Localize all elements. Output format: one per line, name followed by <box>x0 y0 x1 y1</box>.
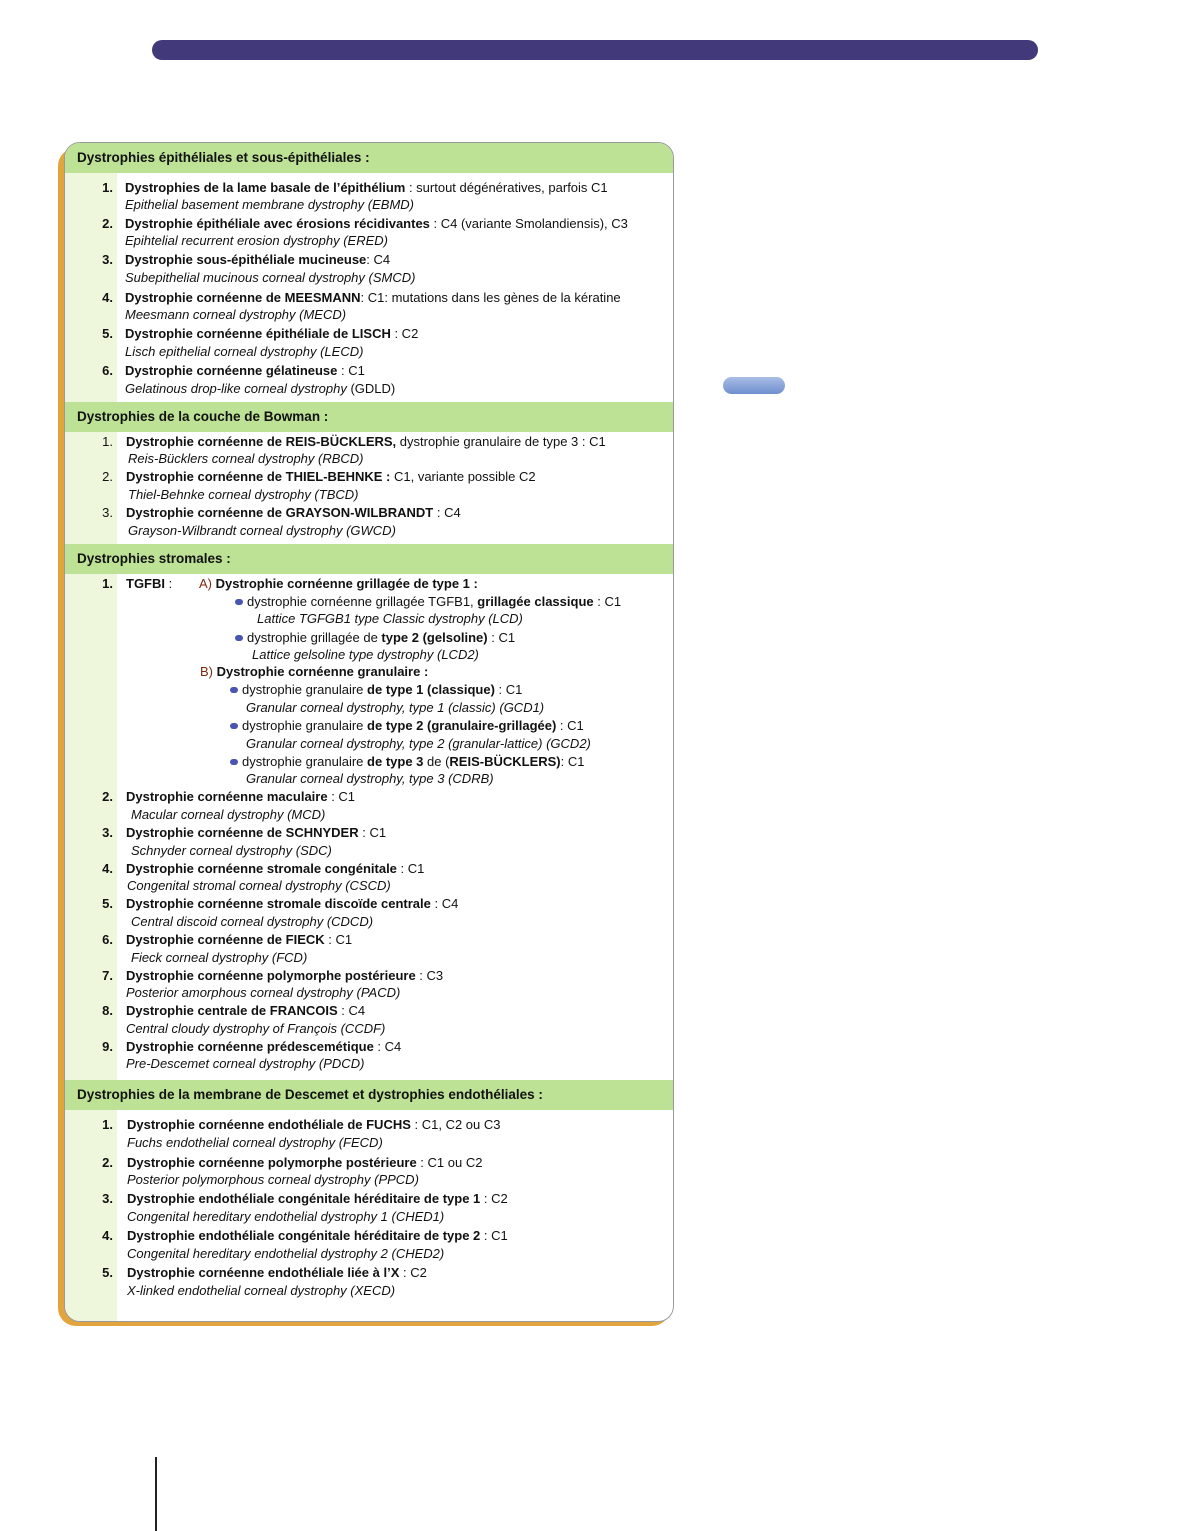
item-title <box>126 504 461 522</box>
item-number: 1. <box>102 576 113 591</box>
item-class: : surtout dégénératives, parfois C1 <box>405 180 608 195</box>
item-class: : C4 <box>430 896 459 911</box>
item-number: 4. <box>102 290 113 305</box>
section-header-stromal: Dystrophies stromales : <box>65 544 673 574</box>
item-title <box>125 215 628 233</box>
item-number: 1. <box>102 180 113 195</box>
item-title <box>127 1227 508 1245</box>
item-number: 3. <box>102 825 113 840</box>
item-number: 6. <box>102 932 113 947</box>
item-title <box>127 1154 482 1172</box>
item-name: Dystrophie cornéenne prédescemétique <box>126 1039 374 1054</box>
item-class: : C1 ou C2 <box>416 1155 483 1170</box>
item-class: : C4 <box>337 1003 366 1018</box>
item-class: : C1, C2 ou C3 <box>410 1117 501 1132</box>
item-class: dystrophie granulaire de type 3 : C1 <box>396 434 606 449</box>
item-english-name: Grayson-Wilbrandt corneal dystrophy (GWCD) <box>128 523 396 538</box>
item-name: Dystrophie centrale de FRANCOIS <box>126 1003 338 1018</box>
item-title <box>126 468 536 486</box>
item-name: Dystrophie épithéliale avec érosions récidivantes <box>125 216 430 231</box>
item-title <box>125 325 418 343</box>
item-english-name: Central cloudy dystrophy of François (CCDF) <box>126 1021 386 1036</box>
item-english-name: Central discoid corneal dystrophy (CDCD) <box>131 914 374 929</box>
item-title <box>126 895 458 913</box>
item-title <box>125 179 608 197</box>
item-title <box>125 289 621 307</box>
item-class: : C2 <box>480 1191 508 1206</box>
item-number: 6. <box>102 363 113 378</box>
item-name: Dystrophie cornéenne gélatineuse <box>125 363 338 378</box>
bullet-icon <box>230 759 238 765</box>
item-number: 2. <box>102 1155 113 1170</box>
item-english-name: X-linked endothelial corneal dystrophy (XECD) <box>127 1283 396 1298</box>
item-class: C1, variante possible C2 <box>390 469 536 484</box>
item-name: Dystrophie cornéenne épithéliale de LISCH <box>125 326 391 341</box>
item-name: Dystrophie cornéenne de SCHNYDER <box>126 825 359 840</box>
item-english-name: Epithelial basement membrane dystrophy (EBMD) <box>125 197 415 212</box>
item-english-name: Congenital stromal corneal dystrophy (CSCD) <box>127 878 391 893</box>
item-english-name: Pre-Descemet corneal dystrophy (PDCD) <box>126 1056 365 1071</box>
item-english-name: Posterior polymorphous corneal dystrophy (PPCD) <box>127 1172 419 1187</box>
item-english-name: Subepithelial mucinous corneal dystrophy (SMCD) <box>125 270 416 285</box>
item-english-name: Epihtelial recurrent erosion dystrophy (ERED) <box>125 233 388 248</box>
item-class: : C1: mutations dans les gènes de la kératine <box>360 290 621 305</box>
item-class: : C3 <box>415 968 444 983</box>
bullet-icon <box>235 635 243 641</box>
item-number: 3. <box>102 505 113 520</box>
item-title <box>127 1116 501 1134</box>
item-english-name: Thiel-Behnke corneal dystrophy (TBCD) <box>128 487 359 502</box>
item-english-name: Congenital hereditary endothelial dystrophy 2 (CHED2) <box>127 1246 445 1261</box>
item-class: : C1 <box>337 363 365 378</box>
item-class: : C1 <box>480 1228 508 1243</box>
item-number: 2. <box>102 216 113 231</box>
item-name: Dystrophie cornéenne de FIECK <box>126 932 325 947</box>
item-number: 4. <box>102 861 113 876</box>
item-english-name: Lisch epithelial corneal dystrophy (LECD) <box>125 344 364 359</box>
side-tab-marker <box>723 377 785 394</box>
item-english-name: Posterior amorphous corneal dystrophy (PACD) <box>126 985 401 1000</box>
item-english-name: Reis-Bücklers corneal dystrophy (RBCD) <box>128 451 364 466</box>
item-class: : C1 <box>327 789 356 804</box>
subgroup-b-title: B) Dystrophie cornéenne granulaire : <box>200 664 429 679</box>
number-column-background <box>65 143 117 1321</box>
subitem-b3: dystrophie granulaire de type 3 de (REIS-BÜCKLERS): C1 <box>230 753 584 771</box>
item-name: Dystrophie cornéenne endothéliale liée à l’X <box>127 1265 400 1280</box>
dystrophy-classification-table <box>64 142 674 1322</box>
item-title <box>125 251 390 269</box>
header-bar <box>152 40 1038 60</box>
item-title <box>126 860 424 878</box>
subitem-english-name: Lattice TGFGB1 type Classic dystrophy (LCD) <box>257 611 523 626</box>
subitem-english-name: Lattice gelsoline type dystrophy (LCD2) <box>252 647 479 662</box>
item-name: Dystrophie cornéenne stromale congénitale <box>126 861 397 876</box>
item-name: Dystrophie endothéliale congénitale héréditaire de type 2 <box>127 1228 481 1243</box>
section-header-epithelial: Dystrophies épithéliales et sous-épithéliales : <box>65 143 673 173</box>
item-name: Dystrophie cornéenne de GRAYSON-WILBRANDT <box>126 505 434 520</box>
item-name: Dystrophie endothéliale congénitale héréditaire de type 1 <box>127 1191 481 1206</box>
item-english-name: Meesmann corneal dystrophy (MECD) <box>125 307 347 322</box>
subitem-english-name: Granular corneal dystrophy, type 3 (CDRB) <box>246 771 494 786</box>
subitem-b1: dystrophie granulaire de type 1 (classique) : C1 <box>230 681 522 699</box>
item-english-name: Fieck corneal dystrophy (FCD) <box>131 950 308 965</box>
item-name: Dystrophie cornéenne maculaire <box>126 789 328 804</box>
item-number: 4. <box>102 1228 113 1243</box>
item-number: 2. <box>102 469 113 484</box>
item-title <box>126 788 355 806</box>
item-title <box>125 362 365 380</box>
item-number: 2. <box>102 789 113 804</box>
item-title <box>126 433 606 451</box>
item-class: : C2 <box>399 1265 427 1280</box>
item-english-name: Gelatinous drop-like corneal dystrophy (GDLD) <box>125 381 396 396</box>
page-margin-rule <box>155 1457 157 1531</box>
item-name: Dystrophie sous-épithéliale mucineuse <box>125 252 367 267</box>
tgfbi-label: TGFBI : <box>126 576 173 591</box>
subitem-a2: dystrophie grillagée de type 2 (gelsoline) : C1 <box>235 629 515 647</box>
item-number: 1. <box>102 434 113 449</box>
item-english-name: Schnyder corneal dystrophy (SDC) <box>131 843 332 858</box>
item-english-name: Fuchs endothelial corneal dystrophy (FECD) <box>127 1135 383 1150</box>
item-number: 5. <box>102 1265 113 1280</box>
item-title <box>127 1264 427 1282</box>
item-number: 8. <box>102 1003 113 1018</box>
item-name: Dystrophie cornéenne de REIS-BÜCKLERS, <box>126 434 397 449</box>
bullet-icon <box>230 687 238 693</box>
section-header-descemet-endothelial: Dystrophies de la membrane de Descemet et dystrophies endothéliales : <box>65 1080 673 1110</box>
item-number: 9. <box>102 1039 113 1054</box>
item-title <box>127 1190 508 1208</box>
item-class: : C1 <box>324 932 353 947</box>
item-title <box>126 1002 365 1020</box>
item-name: Dystrophie cornéenne polymorphe postérieure <box>127 1155 417 1170</box>
item-title <box>126 931 352 949</box>
item-name: Dystrophie cornéenne stromale discoïde centrale <box>126 896 431 911</box>
item-english-name: Congenital hereditary endothelial dystrophy 1 (CHED1) <box>127 1209 445 1224</box>
subitem-b2: dystrophie granulaire de type 2 (granulaire-grillagée) : C1 <box>230 717 584 735</box>
section-header-bowman: Dystrophies de la couche de Bowman : <box>65 402 673 432</box>
item-english-name: Macular corneal dystrophy (MCD) <box>131 807 326 822</box>
item-class: : C1 <box>396 861 425 876</box>
item-title <box>126 824 386 842</box>
item-name: Dystrophies de la lame basale de l’épithélium <box>125 180 406 195</box>
bullet-icon <box>235 599 243 605</box>
bullet-icon <box>230 723 238 729</box>
subitem-english-name: Granular corneal dystrophy, type 1 (classic) (GCD1) <box>246 700 545 715</box>
item-number: 3. <box>102 1191 113 1206</box>
item-number: 1. <box>102 1117 113 1132</box>
item-class: : C1 <box>358 825 387 840</box>
subitem-a1: dystrophie cornéenne grillagée TGFB1, grillagée classique : C1 <box>235 593 621 611</box>
item-number: 5. <box>102 896 113 911</box>
item-name: Dystrophie cornéenne de THIEL-BEHNKE : <box>126 469 391 484</box>
subitem-english-name: Granular corneal dystrophy, type 2 (granular-lattice) (GCD2) <box>246 736 591 751</box>
item-name: Dystrophie cornéenne de MEESMANN <box>125 290 361 305</box>
item-name: Dystrophie cornéenne endothéliale de FUCHS <box>127 1117 411 1132</box>
item-class: : C4 (variante Smolandiensis), C3 <box>429 216 628 231</box>
item-number: 3. <box>102 252 113 267</box>
item-class: : C4 <box>366 252 391 267</box>
item-number: 5. <box>102 326 113 341</box>
subgroup-a-title: A) Dystrophie cornéenne grillagée de type 1 : <box>199 576 478 591</box>
item-title <box>126 1038 401 1056</box>
item-class: : C2 <box>390 326 419 341</box>
item-title <box>126 967 443 985</box>
item-name: Dystrophie cornéenne polymorphe postérieure <box>126 968 416 983</box>
item-number: 7. <box>102 968 113 983</box>
item-class: : C4 <box>433 505 461 520</box>
item-class: : C4 <box>373 1039 402 1054</box>
